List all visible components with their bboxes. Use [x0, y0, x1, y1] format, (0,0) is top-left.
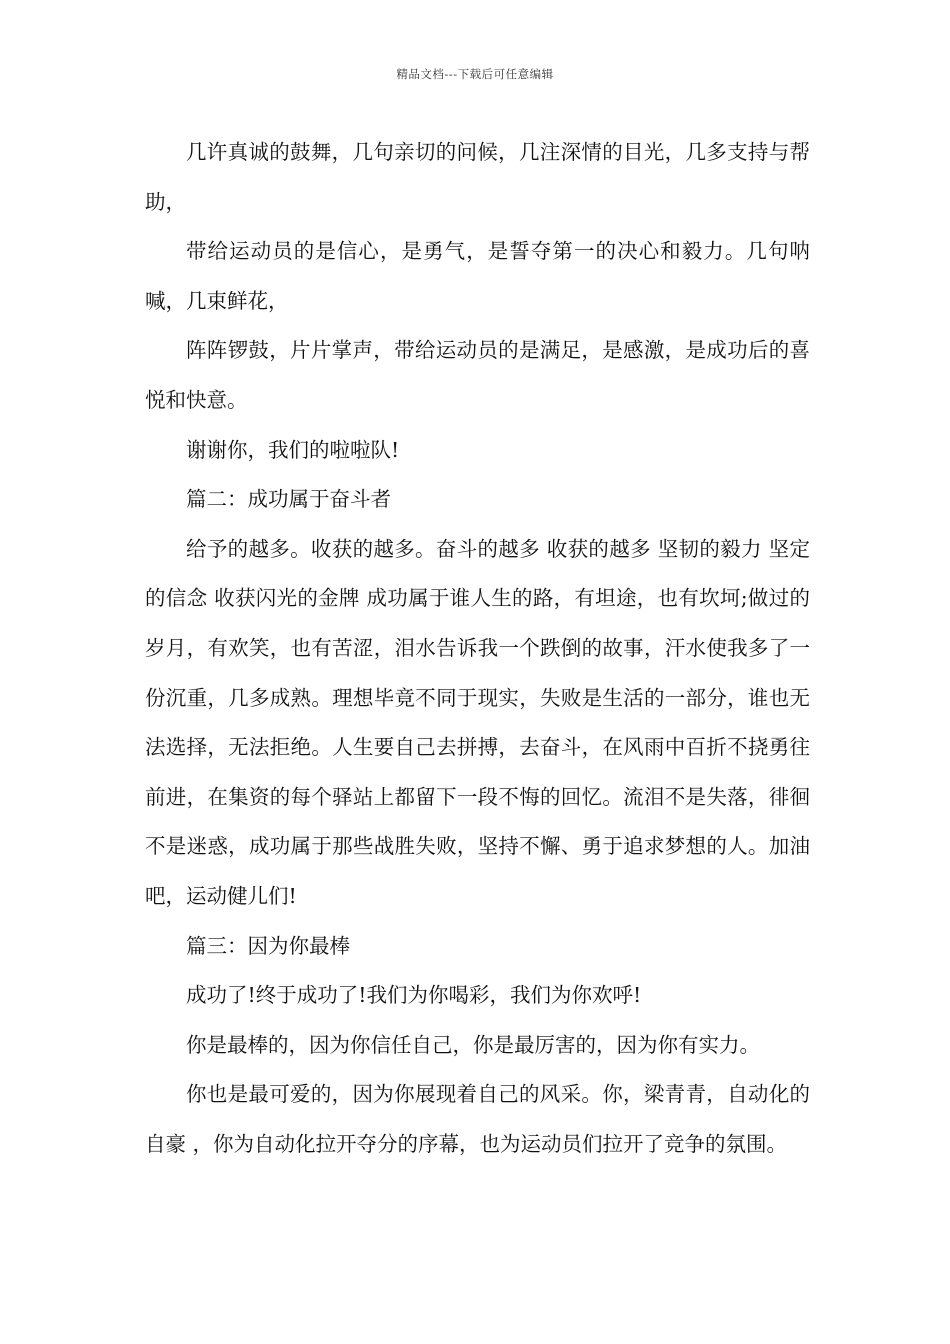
paragraph: 谢谢你，我们的啦啦队! [186, 437, 400, 462]
paragraph: 你是最棒的，因为你信任自己，你是最厉害的，因为你有实力。 [186, 1032, 760, 1057]
paragraph: 成功了!终于成功了!我们为你喝彩，我们为你欢呼! [186, 983, 642, 1008]
paragraph: 几许真诚的鼓舞，几句亲切的问候，几注深情的目光，几多支持与帮助， [145, 140, 810, 214]
paragraph: 你也是最可爱的，因为你展现着自己的风采。你，梁青青，自动化的自豪 ，你为自动化拉开夺分的序幕，也为运动员们拉开了竞争的氛围。 [145, 1082, 810, 1156]
paragraph: 阵阵锣鼓，片片掌声，带给运动员的是满足，是感激，是成功后的喜悦和快意。 [145, 338, 810, 412]
section-heading: 篇三：因为你最棒 [186, 933, 350, 958]
page-header: 精品文档---下载后可任意编辑 [396, 67, 554, 81]
paragraph: 给予的越多。收获的越多。奋斗的越多 收获的越多 坚韧的毅力 坚定的信念 收获闪光的金牌 成功属于谁人生的路，有坦途，也有坎坷;做过的岁月，有欢笑，也有苦涩，泪水告诉我一个跌倒的故事，汗水使我多了一份沉重，几多成熟。理想毕竟不同于现实，失败是生活的一部分，谁也无法选择，无法拒绝。人生要自己去拼搏，去奋斗，在风雨中百折不挠勇往前进，在集资的每个驿站上都留下一段不悔的回忆。流泪不是失落，徘徊不是迷惑，成功属于那些战胜失败，坚持不懈、勇于追求梦想的人。加油吧，运动健儿们! [145, 536, 810, 908]
section-heading: 篇二：成功属于奋斗者 [186, 487, 391, 512]
document-body [145, 128, 810, 1169]
paragraph: 带给运动员的是信心，是勇气，是誓夺第一的决心和毅力。几句呐喊，几束鲜花， [145, 239, 810, 313]
